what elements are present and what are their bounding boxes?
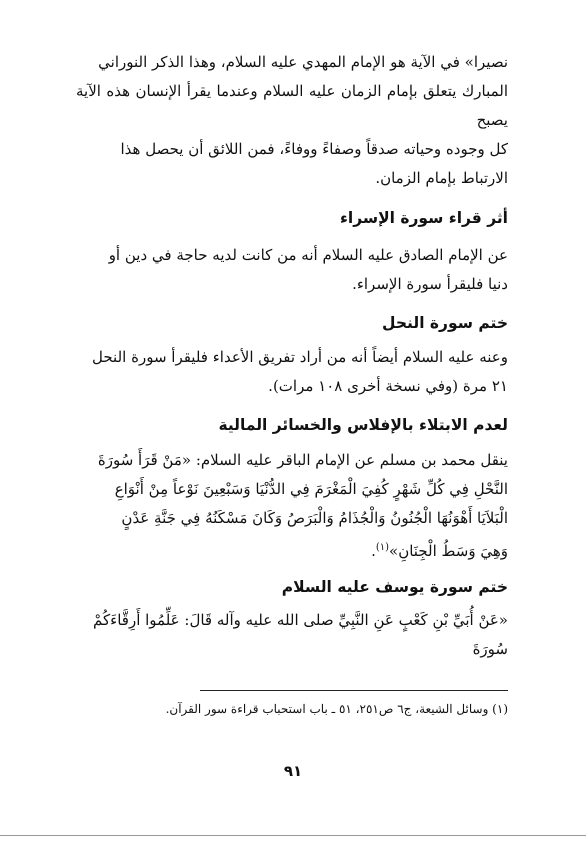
yusuf-line-1: «عَنْ أُبَيِّ بْنِ كَعْبٍ عَنِ النَّبِيِّ صلى الله عليه وآله قَالَ: عَلِّمُوا أَرِقَّاءَكُمْ سُورَةَ [93,611,508,658]
nahl-line-1: وعنه عليه السلام أيضاً أنه من أراد تفريق الأعداء فليقرأ سورة النحل [92,348,508,366]
intro-paragraph [76,48,508,193]
intro-line-1: نصيرا» في الآية هو الإمام المهدي عليه السلام، وهذا الذكر النوراني [98,53,508,71]
hadith-line-2: النَّحْلِ فِي كُلِّ شَهْرٍ كُفِيَ الْمَغْرَمَ فِي الدُّنْيَا وَسَبْعِينَ نَوْعاً مِنْ أَنْوَاعِ [114,480,508,498]
nahl-line-2: ٢١ مرة (وفي نسخة أخرى ١٠٨ مرات). [268,377,508,395]
section-nahl-text [76,343,508,401]
hadith-text [76,446,508,566]
isra-line-1: عن الإمام الصادق عليه السلام أنه من كانت لديه حاجة في دين أو [108,246,508,264]
footnote: (١) وسائل الشيعة، ج٦ ص٢٥١، ٥١ ـ باب استحباب قراءة سور القرآن. [165,702,508,716]
footnote-divider [200,690,508,691]
hadith-line-3: الْبَلاَيَا أَهْوَنُهَا الْجُنُونُ وَالْجُذَامُ وَالْبَرَصُ وَكَانَ مَسْكَنُهُ فِي جَنَّةِ عَدْنٍ [121,509,508,527]
page-number: ٩١ [283,762,303,780]
hadith-line-1: ينقل محمد بن مسلم عن الإمام الباقر عليه السلام: «مَنْ قَرَأَ سُورَةَ [97,451,508,469]
intro-line-2: المبارك يتعلق بإمام الزمان عليه السلام وعندما يقرأ الإنسان هذه الآية يصبح [76,82,508,129]
bottom-border [0,835,586,836]
section-heading-nahl: ختم سورة النحل [382,314,508,332]
section-heading-yusuf: ختم سورة يوسف عليه السلام [281,578,508,596]
hadith-line-4: وَهِيَ وَسَطُ الْجِنَانِ»$^{(١)}$. [371,542,508,560]
yusuf-text [76,606,508,664]
section-heading-bankruptcy: لعدم الابتلاء بالإفلاس والخسائر المالية [218,416,508,434]
page-body [76,48,508,664]
section-isra-text [76,241,508,299]
intro-line-4: الارتباط بإمام الزمان. [375,169,508,187]
intro-line-3: كل وجوده وحياته صدقاً وصفاءً ووفاءً، فمن اللائق أن يحصل هذا [120,140,508,158]
footnote-marker: (١) [375,542,390,553]
hadith-line-4-text: وَهِيَ وَسَطُ الْجِنَانِ» [389,542,508,560]
section-heading-isra: أثر قراء سورة الإسراء [339,209,508,227]
isra-line-2: دنيا فليقرأ سورة الإسراء. [352,275,508,293]
